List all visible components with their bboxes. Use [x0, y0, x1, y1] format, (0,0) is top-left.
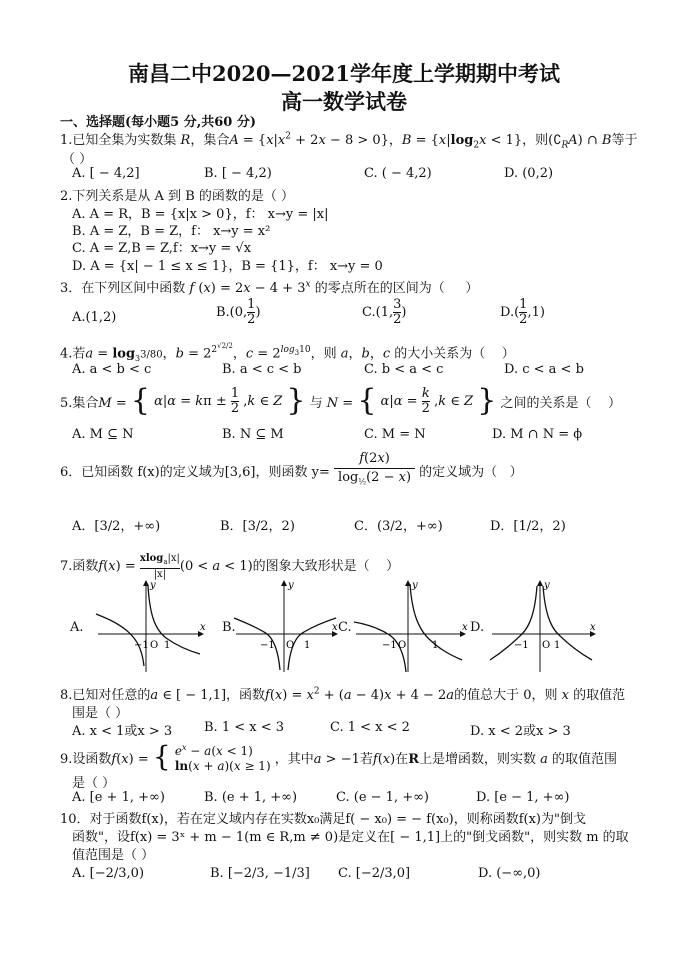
graph-a-one-label: 1 — [164, 640, 171, 651]
graph-a-y-label: y — [150, 580, 156, 591]
q10-option-b: B. [−2/3, −1/3] — [210, 866, 310, 881]
q5-option-c: C. M = N — [364, 427, 426, 442]
q7-graph-c — [352, 578, 472, 674]
q2-option-b: B. A = Z，B = Z，f： x→y = x² — [72, 224, 271, 239]
q9-option-b: B. (e + 1, +∞) — [204, 790, 298, 805]
q2-option-c: C. A = Z,B = Z,f：x→y = √x — [72, 241, 252, 256]
q4-option-a: A. a < b < c — [72, 362, 152, 377]
graph-a-neg1-label: −1 — [134, 640, 149, 651]
graph-a-x-label: x — [200, 622, 206, 633]
q6-stem: 6．已知函数 f(x)的定义域为[3,6]，则函数 y= $\frac{f(2x)}{\log_{\frac{1}{2}}(2 - x)}$ 的定义域为（ ） — [60, 451, 523, 487]
q9-stem: 9.设函数f(x) = { $e^x - a(x < 1)$ ln(x + a)(x ≥ 1) ，其中a > −1若f(x)在R上是增函数，则实数 a 的取值范围 — [60, 740, 618, 773]
q7-graph-d — [488, 578, 602, 674]
q7-option-a: A. — [70, 620, 84, 635]
graph-c-one-label: 1 — [432, 640, 439, 651]
section-heading: 一、选择题(每小题5 分,共60 分) — [60, 115, 257, 130]
q2-stem: 2.下列关系是从 A 到 B 的函数的是（ ） — [60, 189, 295, 204]
q2-option-a: A. A = R，B = {x|x > 0}，f： x→y = |x| — [72, 207, 329, 222]
q5-option-a: A. M ⊆ N — [72, 427, 134, 442]
q7-graph-a — [94, 578, 208, 674]
q2-option-d: D. A = {x| − 1 ≤ x ≤ 1}，B = {1}，f： x→y = 0 — [72, 259, 383, 274]
q9-stem-line2: 是（ ） — [72, 776, 116, 791]
q5-option-d: D. M ∩ N = ϕ — [492, 427, 583, 442]
graph-d-neg1-label: −1 — [514, 640, 529, 651]
q8-option-a: A. x < 1或x > 3 — [72, 724, 173, 739]
q1-option-c: C. ( − 4,2) — [364, 166, 432, 181]
q4-option-d: D. c < a < b — [504, 362, 584, 377]
q10-stem-line3: 值范围是（ ） — [72, 848, 155, 863]
q6-option-d: D．[1/2，2) — [490, 519, 566, 534]
q9-option-c: C. (e − 1, +∞) — [336, 790, 429, 805]
q8-option-c: C. 1 < x < 2 — [330, 720, 410, 735]
q10-option-a: A. [−2/3,0) — [72, 866, 145, 881]
graph-c-y-label: y — [412, 580, 418, 591]
q7-option-d: D. — [470, 620, 485, 635]
q9-option-d: D. [e − 1, +∞) — [476, 790, 570, 805]
graph-d-origin-label: O — [542, 640, 551, 651]
q6-option-a: A．[3/2，+∞) — [72, 519, 161, 534]
q8-stem-line2: 围是（ ） — [72, 706, 129, 721]
q8-stem: 8.已知对任意的a ∈ [ − 1,1]，函数$f(x) = x^2 + (a - 4)x + 4 - 2a$的值总大于 0，则 x 的取值范 — [60, 686, 626, 703]
q4-option-b: B. a < c < b — [222, 362, 302, 377]
graph-b-x-label: x — [332, 622, 338, 633]
graph-b-neg1-label: −1 — [260, 640, 275, 651]
q5-option-b: B. N ⊆ M — [222, 427, 284, 442]
q3-option-d: D.( $\frac{1}{2}$ ,1) — [500, 297, 545, 327]
q7-option-c: C. — [338, 620, 352, 635]
q7-option-b: B. — [222, 620, 236, 635]
q8-option-d: D. x < 2或x > 3 — [470, 724, 571, 739]
q4-stem: 4.若$a = \log_33/80$，$b = 2^{2^{√2/2}}$，$c = 2^{log_310}$，则 a，b，c 的大小关系为（ ） — [60, 342, 515, 363]
q6-option-b: B．[3/2，2) — [220, 519, 295, 534]
q3-option-a: A.(1,2) — [72, 310, 117, 325]
q7-graph-b — [232, 578, 342, 674]
q10-option-d: D. (−∞,0) — [478, 866, 541, 881]
q3-option-b: B.(0, $\frac{1}{2}$ ) — [216, 297, 261, 327]
graph-c-x-label: x — [462, 622, 468, 633]
q7-stem: 7.函数f(x) = $\frac{xlog_a|x|}{|x|}$ (0 < a < 1)的图象大致形状是（ ） — [60, 553, 400, 580]
exam-title: 南昌二中2020—2021学年度上学期期中考试 — [128, 61, 560, 86]
q6-option-c: C．(3/2，+∞) — [354, 519, 443, 534]
q3-option-c: C.(1, $\frac{3}{2}$ ) — [362, 297, 407, 327]
q10-option-c: C. [−2/3,0] — [338, 866, 411, 881]
q10-stem-line1: 10．对于函数f(x)，若在定义域内存在实数x₀满足f( − x₀) = − f(x₀)，则称函数f(x)为"倒戈 — [60, 812, 586, 827]
graph-b-y-label: y — [288, 580, 294, 591]
graph-c-neg1-label: −1 — [382, 640, 397, 651]
q8-option-b: B. 1 < x < 3 — [204, 720, 285, 735]
graph-a-origin-label: O — [150, 640, 159, 651]
graph-b-origin-label: O — [286, 640, 295, 651]
q5-stem: 5.集合M = { α|α = kπ ± $\frac{1}{2}$ ,k ∈ Z } 与 N = { α|α = $\frac{k}{2}$ ,k ∈ Z } 之间的关系是（ ） — [60, 383, 621, 418]
q1-option-d: D. (0,2) — [504, 166, 554, 181]
q3-stem: 3．在下列区间中函数 f $(x) = 2x - 4 + 3^x$ 的零点所在的区间为（ ） — [60, 279, 479, 296]
exam-subtitle: 高一数学试卷 — [281, 89, 407, 114]
graph-c-origin-label: O — [398, 640, 407, 651]
graph-d-x-label: x — [590, 622, 596, 633]
q4-option-c: C. b < a < c — [364, 362, 444, 377]
q1-option-b: B. [ − 4,2) — [204, 166, 272, 181]
q10-stem-line2: 函数"，设f(x) = 3ˣ + m − 1(m ∈ R,m ≠ 0)是定义在[ − 1,1]上的"倒戈函数"，则实数 m 的取 — [72, 830, 629, 845]
graph-d-one-label: 1 — [554, 640, 561, 651]
q1-option-a: A. [ − 4,2] — [72, 166, 140, 181]
q1-paren: （ ） — [62, 152, 93, 167]
graph-b-one-label: 1 — [304, 640, 311, 651]
q9-option-a: A. [e + 1, +∞) — [72, 790, 165, 805]
graph-d-y-label: y — [544, 580, 550, 591]
q1-stem: 1.已知全集为实数集 R，集合$A = \{x|x^2 + 2x - 8 > 0\}$，$B = \{x|\log_2x < 1\}$，则$(∁_RA)$ ∩ B等于 — [60, 131, 638, 151]
